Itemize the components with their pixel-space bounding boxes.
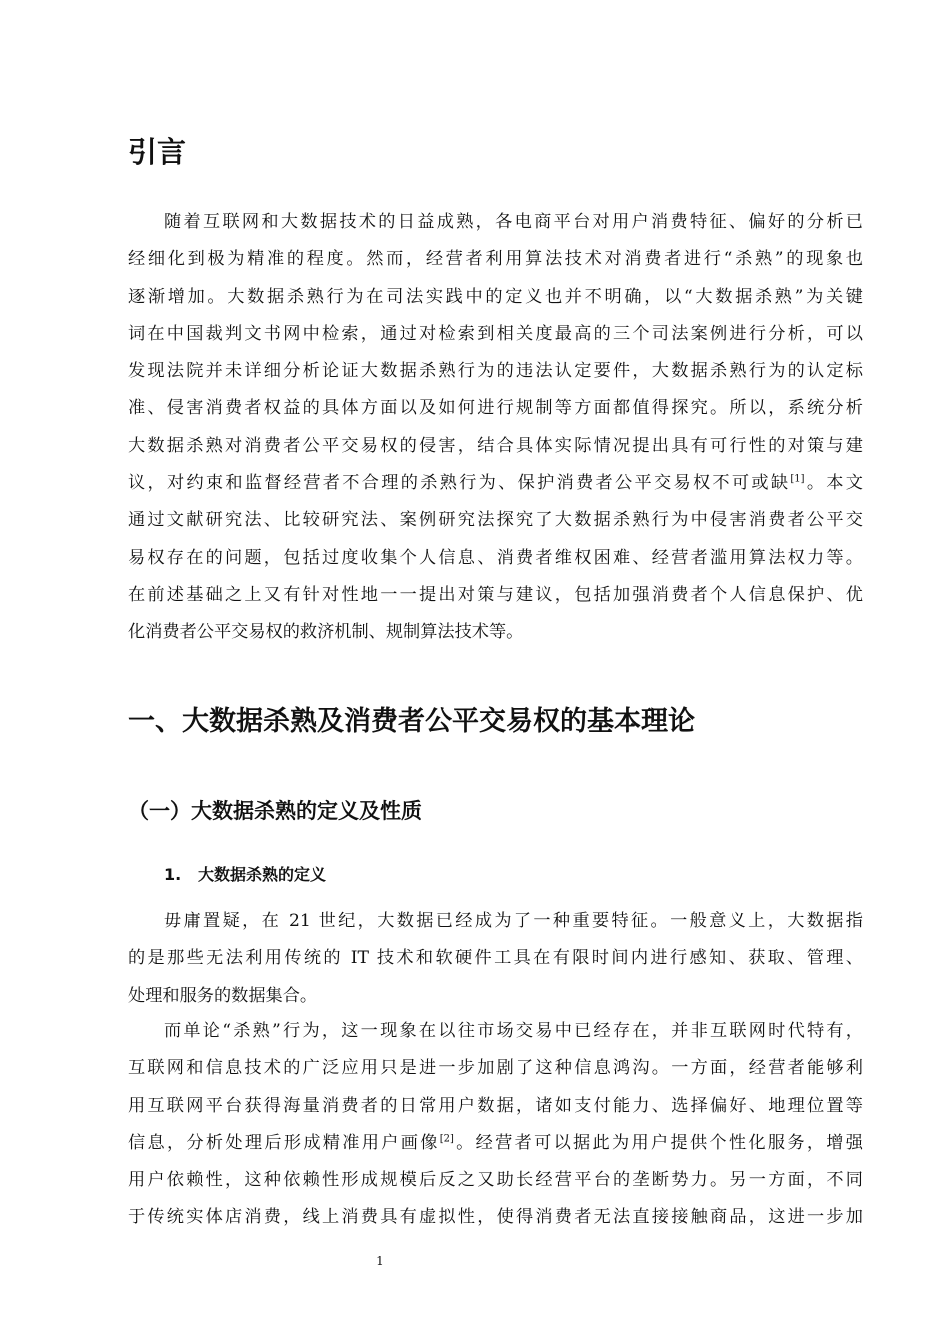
heading-section-1: 一、大数据杀熟及消费者公平交易权的基本理论: [128, 706, 695, 737]
killing-familiar-paragraph: [128, 1013, 863, 1237]
heading-introduction: 引言: [128, 135, 187, 169]
heading-subsection-1: （一）大数据杀熟的定义及性质: [128, 799, 422, 823]
paragraph-line: 议，对约束和监督经营者不合理的杀熟行为、保护消费者公平交易权不可或缺[1]。本文: [128, 473, 863, 494]
citation-marker: [2]: [439, 1133, 454, 1145]
paragraph-line: 化消费者公平交易权的救济机制、规制算法技术等。: [128, 622, 524, 643]
paragraph-line: 互联网和信息技术的广泛应用只是进一步加剧了这种信息鸿沟。一方面，经营者能够利: [128, 1058, 863, 1079]
paragraph-line: 信息，分析处理后形成精准用户画像[2]。经营者可以据此为用户提供个性化服务，增强: [128, 1132, 863, 1153]
paragraph-line: 发现法院并未详细分析论证大数据杀熟行为的违法认定要件，大数据杀熟行为的认定标: [128, 361, 863, 382]
paragraph-line: 用互联网平台获得海量消费者的日常用户数据，诸如支付能力、选择偏好、地理位置等: [128, 1095, 863, 1116]
heading-item-1: [164, 864, 326, 886]
paragraph-line: 逐渐增加。大数据杀熟行为在司法实践中的定义也并不明确，以“大数据杀熟”为关键: [128, 286, 863, 307]
page-number: 1: [376, 1254, 384, 1268]
paragraph-line: 毋庸置疑，在 21 世纪，大数据已经成为了一种重要特征。一般意义上，大数据指: [164, 911, 863, 931]
citation-marker: [1]: [790, 473, 805, 485]
paragraph-line: 易权存在的问题，包括过度收集个人信息、消费者维权困难、经营者滥用算法权力等。: [128, 547, 863, 568]
paragraph-line: 用户依赖性，这种依赖性形成规模后反之又助长经营平台的垄断势力。另一方面，不同: [128, 1170, 863, 1191]
item-title: 大数据杀熟的定义: [198, 865, 327, 884]
paragraph-line: 随着互联网和大数据技术的日益成熟，各电商平台对用户消费特征、偏好的分析已: [164, 212, 863, 232]
paragraph-line: 而单论“杀熟”行为，这一现象在以往市场交易中已经存在，并非互联网时代特有，: [164, 1021, 863, 1041]
paragraph-line: 经细化到极为精准的程度。然而，经营者利用算法技术对消费者进行“杀熟”的现象也: [128, 249, 863, 270]
definition-paragraph: [128, 903, 863, 1015]
paragraph-line: 大数据杀熟对消费者公平交易权的侵害，结合具体实际情况提出具有可行性的对策与建: [128, 435, 863, 456]
paragraph-line: 词在中国裁判文书网中检索，通过对检索到相关度最高的三个司法案例进行分析，可以: [128, 323, 863, 344]
paragraph-line: 于传统实体店消费，线上消费具有虚拟性，使得消费者无法直接接触商品，这进一步加: [128, 1207, 863, 1228]
intro-paragraph: [128, 204, 863, 652]
paragraph-line: 的是那些无法利用传统的 IT 技术和软硬件工具在有限时间内进行感知、获取、管理、: [128, 948, 863, 969]
paragraph-line: 在前述基础之上又有针对性地一一提出对策与建议，包括加强消费者个人信息保护、优: [128, 584, 863, 605]
paragraph-line: 准、侵害消费者权益的具体方面以及如何进行规制等方面都值得探究。所以，系统分析: [128, 398, 863, 419]
paragraph-line: 通过文献研究法、比较研究法、案例研究法探究了大数据杀熟行为中侵害消费者公平交: [128, 510, 863, 531]
paragraph-line: 处理和服务的数据集合。: [128, 985, 318, 1006]
item-number: 1.: [164, 865, 182, 884]
